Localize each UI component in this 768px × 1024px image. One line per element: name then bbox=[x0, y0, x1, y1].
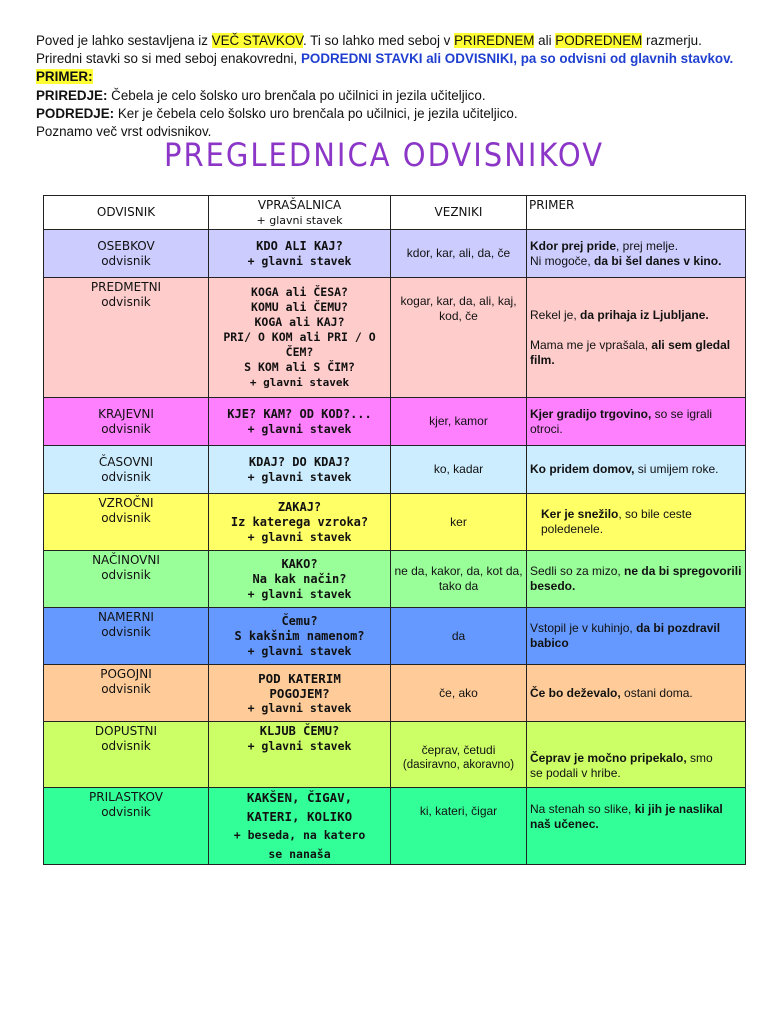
row-sub: odvisnik bbox=[101, 805, 151, 819]
conjunction-text: kdor, kar, ali, da, če bbox=[406, 246, 511, 260]
intro-line-5 bbox=[36, 105, 756, 123]
header-label: VPRAŠALNICA bbox=[257, 197, 342, 212]
header-label: VEZNIKI bbox=[434, 205, 483, 219]
intro-line-2 bbox=[36, 50, 756, 68]
table-row bbox=[44, 788, 746, 865]
conjunction-text: kogar, kar, da, ali, kaj, kod, če bbox=[400, 294, 517, 323]
row-question-cell bbox=[209, 788, 391, 865]
question-text: POD KATERIM POGOJEM? bbox=[258, 670, 341, 701]
question-text: + glavni stavek bbox=[247, 421, 352, 436]
row-name: DOPUSTNI bbox=[94, 724, 158, 738]
conjunction-text: kjer, kamor bbox=[429, 414, 488, 428]
intro-line-4 bbox=[36, 87, 756, 105]
row-sub: odvisnik bbox=[101, 295, 151, 309]
row-name: PRILASTKOV bbox=[89, 790, 163, 804]
question-text: Čemu? bbox=[281, 613, 318, 628]
row-sub: odvisnik bbox=[101, 625, 151, 639]
table-row bbox=[44, 665, 746, 722]
conjunction-text: ki, kateri, čigar bbox=[419, 804, 498, 818]
header-vprasalnica bbox=[209, 196, 391, 230]
podredje-label: PODREDJE: bbox=[36, 105, 115, 121]
example-bold: Čeprav je močno pripekalo, bbox=[530, 751, 687, 765]
example-text: si umijem roke. bbox=[634, 462, 719, 476]
intro-text-part: Čebela je celo šolsko uro brenčala po učilnici in jezila učiteljico. bbox=[107, 87, 486, 103]
header-label: PRIMER bbox=[529, 198, 575, 212]
row-sub: odvisnik bbox=[101, 253, 151, 268]
row-example-cell bbox=[527, 278, 746, 398]
example-text: Vstopil je v kuhinjo, bbox=[530, 621, 637, 635]
question-text: PRI/ O KOM ali PRI / O ČEM? bbox=[223, 330, 376, 359]
example-bold: da bi pozdravil babico bbox=[530, 621, 721, 650]
table-row bbox=[44, 398, 746, 446]
example-bold: Če bo deževalo, bbox=[530, 685, 621, 700]
example-text: Mama me je vprašala, bbox=[530, 337, 652, 352]
question-text: + glavni stavek bbox=[249, 376, 350, 389]
priredje-label: PRIREDJE: bbox=[36, 87, 108, 103]
row-sub: odvisnik bbox=[101, 469, 151, 484]
table-row bbox=[44, 230, 746, 278]
row-example-cell bbox=[527, 722, 746, 788]
table-row bbox=[44, 446, 746, 494]
row-name-cell bbox=[44, 608, 209, 665]
question-text: + glavni stavek bbox=[247, 700, 352, 715]
row-name: OSEBKOV bbox=[97, 238, 155, 253]
question-text: S KOM ali S ČIM? bbox=[244, 360, 355, 374]
conjunction-text: da bbox=[451, 628, 466, 643]
highlight-vec-stavkov: VEČ STAVKOV bbox=[211, 33, 303, 48]
row-name-cell bbox=[44, 278, 209, 398]
question-text: KAKŠEN, ČIGAV, KATERI, KOLIKO bbox=[246, 790, 353, 824]
table-header-row bbox=[44, 196, 746, 230]
header-odvisnik bbox=[44, 196, 209, 230]
intro-text-part: razmerju. bbox=[642, 33, 702, 48]
intro-line-3 bbox=[36, 68, 756, 86]
primer-label: PRIMER: bbox=[36, 69, 93, 85]
example-text: , prej melje. bbox=[616, 238, 679, 253]
row-example-cell bbox=[527, 446, 746, 494]
row-conjunction-cell bbox=[391, 278, 527, 398]
intro-text-part: ali bbox=[534, 33, 556, 48]
row-sub: odvisnik bbox=[101, 568, 151, 582]
row-sub: odvisnik bbox=[101, 682, 151, 696]
question-text: KDAJ? DO KDAJ? bbox=[248, 454, 351, 469]
example-bold: da prihaja iz Ljubljane. bbox=[580, 307, 709, 322]
table-row bbox=[44, 551, 746, 608]
row-name: VZROČNI bbox=[98, 496, 154, 510]
row-example-cell bbox=[527, 608, 746, 665]
row-name: ČASOVNI bbox=[98, 454, 154, 469]
intro-line-1 bbox=[36, 32, 756, 50]
question-text: ZAKAJ? bbox=[277, 499, 322, 514]
question-text: KJE? KAM? OD KOD?... bbox=[227, 406, 372, 421]
row-question-cell bbox=[209, 551, 391, 608]
row-conjunction-cell bbox=[391, 398, 527, 446]
conjunction-text: ko, kadar bbox=[433, 462, 484, 476]
question-text: KAKO? bbox=[281, 556, 318, 571]
intro-text-part: Ker je čebela celo šolsko uro brenčala po učilnici, je jezila učiteljico. bbox=[114, 105, 518, 121]
row-conjunction-cell bbox=[391, 551, 527, 608]
question-text: KOGA ali ČESA? bbox=[251, 285, 348, 299]
row-conjunction-cell bbox=[391, 230, 527, 278]
intro-text bbox=[36, 32, 756, 141]
row-conjunction-cell bbox=[391, 722, 527, 788]
example-text: , so bile ceste poledenele. bbox=[541, 507, 692, 536]
question-text: + glavni stavek bbox=[247, 586, 352, 601]
example-bold: Ko pridem domov, bbox=[530, 462, 635, 476]
row-name-cell bbox=[44, 551, 209, 608]
highlight-podredni: PODREDNEM bbox=[555, 33, 643, 48]
intro-text-part: . Ti so lahko med seboj v bbox=[302, 33, 455, 48]
example-bold: da bi šel danes v kino. bbox=[594, 253, 722, 268]
row-question-cell bbox=[209, 494, 391, 551]
row-question-cell bbox=[209, 665, 391, 722]
row-conjunction-cell bbox=[391, 788, 527, 865]
row-example-cell bbox=[527, 788, 746, 865]
row-question-cell bbox=[209, 722, 391, 788]
row-conjunction-cell bbox=[391, 494, 527, 551]
page-title: PREGLEDNICA ODVISNIKOV bbox=[163, 136, 605, 174]
row-question-cell bbox=[209, 230, 391, 278]
question-text: KLJUB ČEMU? bbox=[259, 724, 340, 738]
intro-text-part: Poznamo več vrst odvisnikov. bbox=[36, 124, 212, 140]
header-primer bbox=[527, 196, 746, 230]
header-vezniki bbox=[391, 196, 527, 230]
table-row bbox=[44, 278, 746, 398]
row-name-cell bbox=[44, 446, 209, 494]
example-text: smo se podali v hribe. bbox=[530, 751, 713, 780]
row-question-cell bbox=[209, 398, 391, 446]
header-label: ODVISNIK bbox=[96, 205, 156, 219]
question-text: S kakšnim namenom? bbox=[234, 628, 365, 643]
table-row bbox=[44, 494, 746, 551]
conjunction-text: (dasiravno, akoravno) bbox=[402, 759, 515, 771]
table-row bbox=[44, 608, 746, 665]
question-text: + glavni stavek bbox=[247, 469, 352, 484]
table-row bbox=[44, 722, 746, 788]
row-name: KRAJEVNI bbox=[98, 406, 154, 421]
row-name: NAČINOVNI bbox=[92, 553, 160, 567]
row-name-cell bbox=[44, 665, 209, 722]
example-bold: Ker je snežilo bbox=[541, 507, 619, 521]
highlight-priredni: PRIREDNEM bbox=[454, 33, 535, 48]
question-text: KOMU ali ČEMU? bbox=[251, 300, 348, 314]
row-example-cell bbox=[527, 494, 746, 551]
row-sub: odvisnik bbox=[101, 511, 151, 525]
question-text: + glavni stavek bbox=[247, 253, 352, 268]
question-text: + beseda, na katero se nanaša bbox=[233, 828, 366, 861]
intro-text-part: Poved je lahko sestavljena iz bbox=[36, 33, 212, 48]
question-text: + glavni stavek bbox=[247, 739, 352, 753]
header-label: + glavni stavek bbox=[256, 213, 343, 227]
row-conjunction-cell bbox=[391, 665, 527, 722]
row-example-cell bbox=[527, 551, 746, 608]
row-sub: odvisnik bbox=[101, 421, 151, 436]
question-text: + glavni stavek bbox=[247, 643, 352, 658]
example-bold: Kjer gradijo trgovino, bbox=[530, 406, 652, 421]
question-text: + glavni stavek bbox=[247, 529, 352, 544]
conjunction-text: če, ako bbox=[439, 685, 478, 700]
row-example-cell bbox=[527, 665, 746, 722]
intro-blue-text: PODREDNI STAVKI ali ODVISNIKI, pa so odvisni od glavnih stavkov. bbox=[300, 51, 734, 67]
row-name: PREDMETNI bbox=[90, 280, 162, 294]
row-question-cell bbox=[209, 278, 391, 398]
row-conjunction-cell bbox=[391, 446, 527, 494]
question-text: Iz katerega vzroka? bbox=[230, 514, 369, 529]
question-text: KOGA ali KAJ? bbox=[254, 315, 345, 329]
row-name-cell bbox=[44, 230, 209, 278]
row-question-cell bbox=[209, 446, 391, 494]
example-bold: ali sem gledal film. bbox=[530, 337, 731, 367]
row-name-cell bbox=[44, 494, 209, 551]
row-name-cell bbox=[44, 722, 209, 788]
example-text: Sedli so za mizo, bbox=[530, 564, 625, 578]
row-name: NAMERNI bbox=[98, 610, 154, 624]
example-text: ostani doma. bbox=[620, 685, 693, 700]
question-text: KDO ALI KAJ? bbox=[256, 238, 343, 253]
row-question-cell bbox=[209, 608, 391, 665]
question-text: Na kak način? bbox=[252, 571, 347, 586]
row-conjunction-cell bbox=[391, 608, 527, 665]
example-bold: ki jih je naslikal naš učenec. bbox=[530, 802, 723, 831]
row-example-cell bbox=[527, 230, 746, 278]
intro-text-part: Priredni stavki so si med seboj enakovredni, bbox=[36, 51, 301, 67]
row-name-cell bbox=[44, 398, 209, 446]
row-name-cell bbox=[44, 788, 209, 865]
row-name: POGOJNI bbox=[100, 667, 152, 681]
odvisniki-table bbox=[43, 195, 746, 865]
example-bold: ne da bi spregovorili besedo. bbox=[530, 564, 742, 593]
example-text: so se igrali otroci. bbox=[530, 406, 713, 436]
row-sub: odvisnik bbox=[101, 739, 151, 753]
conjunction-text: ne da, kakor, da, kot da, tako da bbox=[394, 564, 523, 593]
conjunction-text: ker bbox=[450, 514, 467, 529]
example-text: Ni mogoče, bbox=[530, 253, 595, 268]
example-bold: Kdor prej pride bbox=[530, 238, 617, 253]
conjunction-text: čeprav, četudi bbox=[421, 743, 496, 757]
example-text: Rekel je, bbox=[530, 307, 581, 322]
example-text: Na stenah so slike, bbox=[530, 802, 635, 816]
row-example-cell bbox=[527, 398, 746, 446]
